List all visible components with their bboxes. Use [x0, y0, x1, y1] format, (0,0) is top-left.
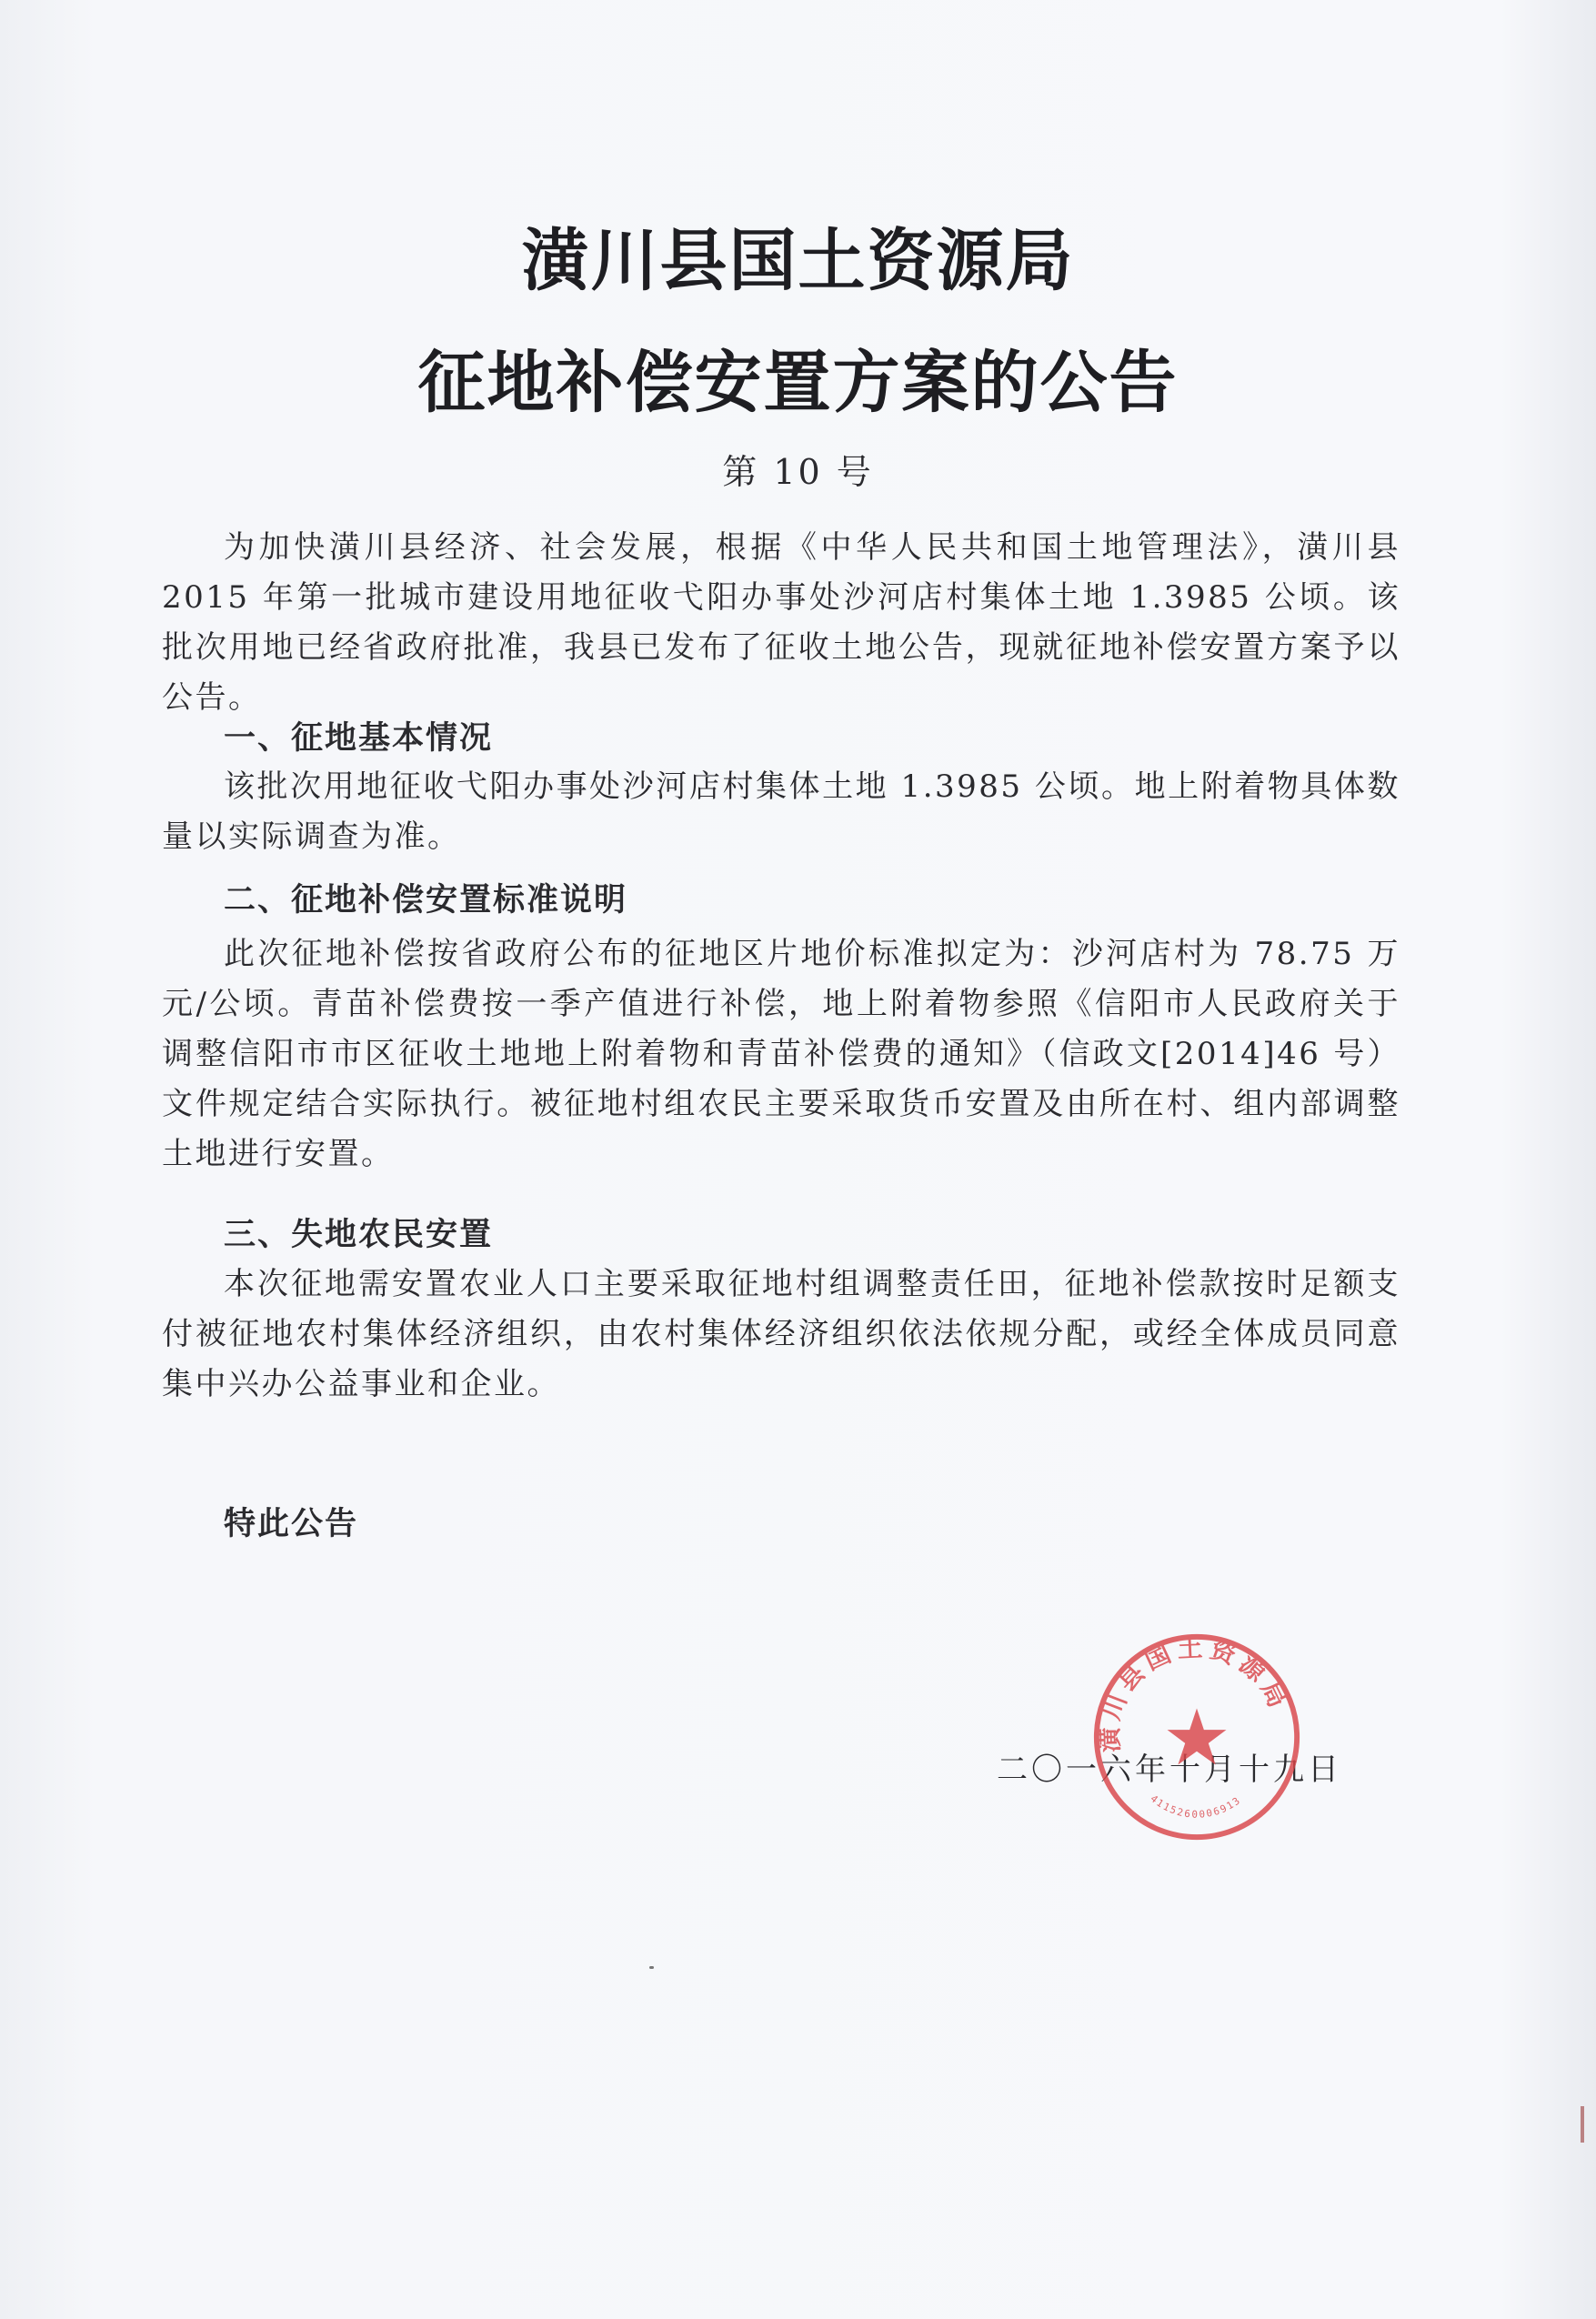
- document-title-line1: 潢川县国土资源局: [521, 222, 1075, 300]
- seal-number: 4115260006913: [1148, 1792, 1244, 1821]
- section2-body: 此次征地补偿按省政府公布的征地区片地价标准拟定为：沙河店村为 78.75 万元/公顷。青苗补偿费按一季产值进行补偿，地上附着物参照《信阳市人民政府关于调整信阳市市区征收土地地上附着物和青苗补偿费的通知》（信政文[2014]46 号）文件规定结合实际执行。被征地村组农民主要采取货币安置及由所在村、组内部调整土地进行安置。: [162, 936, 1400, 1172]
- document-title-line2: 征地补偿安置方案的公告: [417, 344, 1179, 422]
- seal-text: 潢川县国土资源局: [1095, 1632, 1295, 1753]
- section3-body: 本次征地需安置农业人口主要采取征地村组调整责任田，征地补偿款按时足额支付被征地农村集体经济组织，由农村集体经济组织依法依规分配，或经全体成员同意集中兴办公益事业和企业。: [162, 1266, 1400, 1402]
- intro-paragraph: 为加快潢川县经济、社会发展，根据《中华人民共和国土地管理法》，潢川县 2015 年第一批城市建设用地征收弋阳办事处沙河店村集体土地 1.3985 公顷。该批次用地已经省政府批准，我县已发布了征收土地公告，现就征地补偿安置方案予以公告。: [162, 529, 1400, 716]
- document-number: 第 10 号: [722, 452, 874, 492]
- star-icon: [1168, 1709, 1227, 1765]
- section1-body: 该批次用地征收弋阳办事处沙河店村集体土地 1.3985 公顷。地上附着物具体数量以实际调查为准。: [162, 768, 1400, 855]
- svg-text:4115260006913: [1148, 1792, 1243, 1821]
- section2-heading: 二、征地补偿安置标准说明: [224, 882, 628, 919]
- scan-speck: [649, 1966, 654, 1969]
- closing-statement: 特此公告: [224, 1506, 359, 1542]
- official-seal: [1089, 1630, 1304, 1844]
- section3-heading: 三、失地农民安置: [224, 1217, 494, 1253]
- edge-mark: [1581, 2106, 1584, 2143]
- section1-heading: 一、征地基本情况: [224, 720, 494, 757]
- issue-date: 二〇一六年十月十九日: [997, 1752, 1342, 1788]
